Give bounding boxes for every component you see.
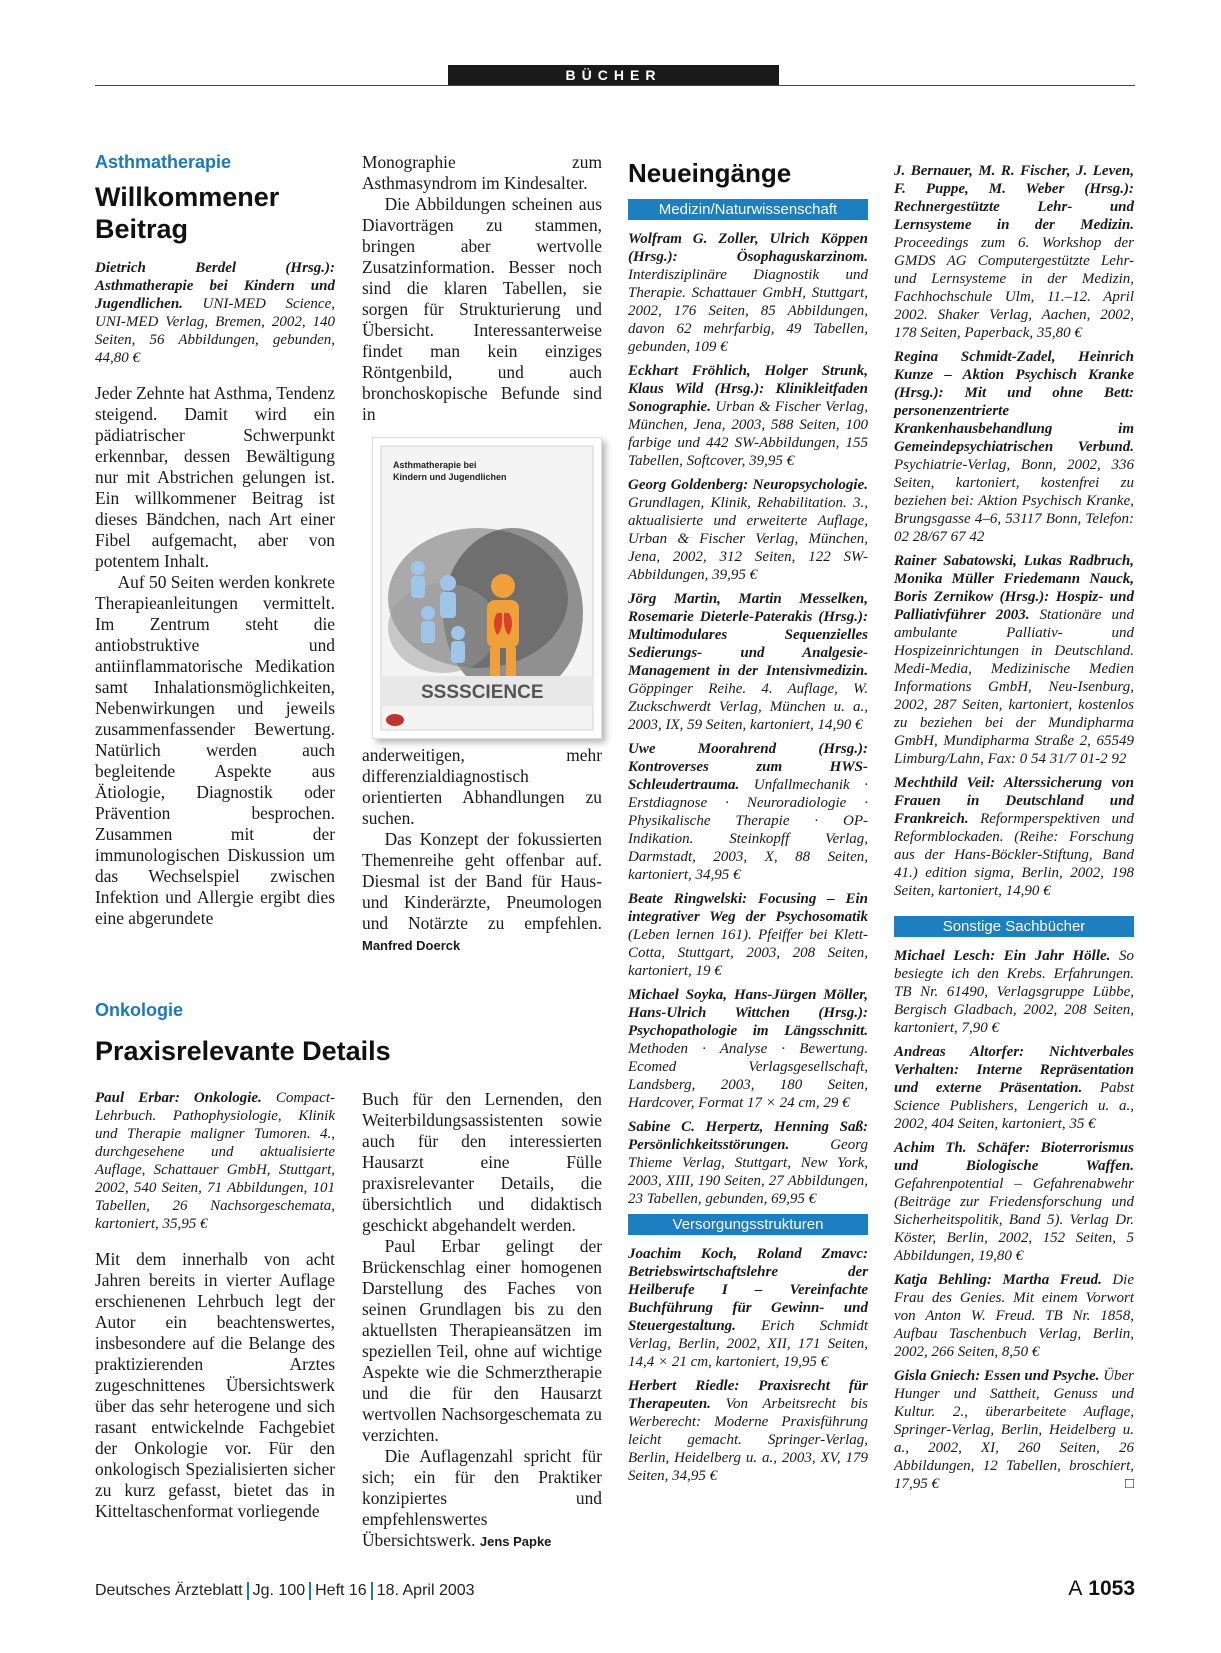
footer-separator xyxy=(371,1582,373,1600)
category-medizin: Medizin/Naturwissenschaft xyxy=(628,199,868,220)
asthma-author: Manfred Doerck xyxy=(362,938,461,953)
footer-separator xyxy=(247,1582,249,1600)
asthma-p5: anderweitigen, mehr differenzialdiagnostisch orientierten Abhandlungen zu suchen. xyxy=(362,745,602,828)
list-item: Michael Lesch: Ein Jahr Hölle. So besiegte ich den Krebs. Erfahrungen. TB Nr. 61490, Verlagsgruppe Lübbe, Bergisch Gladbach, 2002, 208 Seiten, kartoniert, 7,90 € xyxy=(894,948,1135,1036)
asthma-review-col2-bottom xyxy=(362,745,602,956)
footer-separator xyxy=(309,1582,311,1600)
book-cover-image xyxy=(372,437,602,739)
list-item: Uwe Moorahrend (Hrsg.): Kontroverses zum HWS-Schleudertrauma. Unfallmechanik · Erstdiagnose · Neuroradiologie · Physikalische Therapie · OP-Indikation. Steinkopff Verlag, Darmstadt, 2003, X, 88 Seiten, kartoniert, 34,95 € xyxy=(628,741,868,883)
onko-section-label: Onkologie xyxy=(95,1000,184,1020)
list-item: Achim Th. Schäfer: Bioterrorismus und Biologische Waffen. Gefahrenpotential – Gefahrenabwehr (Beiträge zur Friedensforschung und Sicherheitspolitik, Band 5). Verlag Dr. Köster, Berlin, 2002, 152 Seiten, 5 Abbildungen, 19,80 € xyxy=(894,1140,1134,1264)
footer-volume: Jg. 100 xyxy=(252,1582,306,1600)
list-item: Gisla Gniech: Essen und Psyche. Über Hunger und Sattheit, Genuss und Kultur. 2., überarbeitete Auflage, Springer-Verlag, Berlin, Heidelberg u. a., 2002, XI, 260 Seiten, 26 Abbildungen, 12 Tabellen, broschiert, 17,95 € □ xyxy=(894,1368,1135,1492)
list-item: Herbert Riedle: Praxisrecht für Therapeuten. Von Arbeitsrecht bis Werberecht: Moderne Praxisführung leicht gemacht. Springer-Verlag, Berlin, Heidelberg u. a., 2003, XV, 179 Seiten, 34,95 € xyxy=(628,1378,868,1484)
neueingaenge-col4 xyxy=(894,162,1134,1499)
asthma-section-label: Asthmatherapie xyxy=(95,152,232,172)
list-item: Georg Goldenberg: Neuropsychologie. Grundlagen, Klinik, Rehabilitation. 3., aktualisierte und erweiterte Auflage, Urban & Fischer Verlag, München, Jena, 2002, 312 Seiten, 122 SW-Abbildungen, 39,95 € xyxy=(628,477,868,583)
list-item: Michael Soyka, Hans-Jürgen Möller, Hans-Ulrich Wittchen (Hrsg.): Psychopathologie im Längsschnitt. Methoden · Analyse · Bewertung. Ecomed Verlagsgesellschaft, Landsberg, 2003, 180 Seiten, Hardcover, Format 17 × 24 cm, 29 € xyxy=(628,987,868,1111)
neueingaenge-title: Neueingänge xyxy=(628,158,792,188)
cover-title-line: Asthmatherapie bei Kindern und Jugendlichen xyxy=(393,460,507,482)
list-item: Sabine C. Herpertz, Henning Saß: Persönlichkeitsstörungen. Georg Thieme Verlag, Stuttgart, New York, 2003, XIII, 190 Seiten, 27 Abbildungen, 23 Tabellen, gebunden, 69,95 € xyxy=(628,1119,868,1207)
asthma-review-col2-top xyxy=(362,152,602,425)
onko-review-col2 xyxy=(362,1089,602,1552)
list-item: Rainer Sabatowski, Lukas Radbruch, Monika Müller Friedemann Nauck, Boris Zernikow (Hrsg.): Hospiz- und Palliativführer 2003. Stationäre und ambulante Palliativ- und Hospizeinrichtungen in Deutschland. Medi-Media, Medizinische Medien Informations GmbH, Neu-Isenburg, 2002, 287 Seiten, kartoniert, kostenlos zu beziehen bei der Mundipharma GmbH, Mundipharma Straße 2, 65549 Limburg/Lahn, Fax: 0 54 31/7 01-2 92 xyxy=(894,553,1134,767)
onko-p4: Die Auflagenzahl spricht für sich; ein für den Praktiker konzipiertes und empfehlenswertes Übersichtswerk. Jens Papke xyxy=(362,1446,602,1550)
asthma-bib-rest: UNI-MED Science, UNI-MED Verlag, Bremen, 2002, 140 Seiten, 56 Abbildungen, gebunden, 44,80 € xyxy=(95,296,335,366)
onko-bib-bold: Paul Erbar: Onkologie. xyxy=(95,1090,262,1106)
asthma-p1: Jeder Zehnte hat Asthma, Tendenz steigend. Damit wird ein pädiatrischer Schwerpunkt erkennbar, dessen Bewältigung nur mit Abstrichen gelungen ist. Ein willkommener Beitrag ist dieses Bändchen, nach Art einer Fibel aufgemacht, aber von potentem Inhalt. xyxy=(95,383,335,571)
cover-brand: SSSSCIENCE xyxy=(421,682,544,703)
onko-review-col1 xyxy=(95,1089,335,1522)
list-item: Andreas Altorfer: Nichtverbales Verhalten: Interne Repräsentation und externe Präsentation. Pabst Science Publishers, Lengerich u. a., 2002, 404 Seiten, kartoniert, 35 € xyxy=(894,1044,1135,1132)
onko-author: Jens Papke xyxy=(479,1534,552,1549)
list-item: Katja Behling: Martha Freud. Die Frau des Genies. Mit einem Vorwort von Anton W. Freud. TB Nr. 1858, Aufbau Taschenbuch Verlag, Berlin, 2002, 266 Seiten, 8,50 € xyxy=(894,1272,1134,1360)
section-tab: BÜCHER xyxy=(448,65,779,85)
footer-journal-info xyxy=(95,1582,475,1600)
category-versorgung: Versorgungsstrukturen xyxy=(628,1214,868,1235)
neueingaenge-col3 xyxy=(628,158,868,1491)
category-sonstige: Sonstige Sachbücher xyxy=(894,916,1134,937)
list-item: Regina Schmidt-Zadel, Heinrich Kunze – Aktion Psychisch Kranke (Hrsg.): Mit und ohne Bett: personenzentrierte Krankenhausbehandlung im Gemeindepsychiatrischen Verbund. Psychiatrie-Verlag, Bonn, 2002, 336 Seiten, kartoniert, kostenfrei zu beziehen bei: Aktion Psychisch Kranke, Brungsgasse 4–6, 53117 Bonn, Telefon: 02 28/67 67 42 xyxy=(894,349,1134,545)
header-rule xyxy=(95,85,1135,86)
asthma-p3: Monographie zum Asthmasyndrom im Kindesalter. xyxy=(362,152,602,193)
list-item: Wolfram G. Zoller, Ulrich Köppen (Hrsg.): Ösophaguskarzinom. Interdisziplinäre Diagnostik und Therapie. Schattauer GmbH, Stuttgart, 2002, 176 Seiten, 85 Abbildungen, davon 62 mehrfarbig, 49 Tabellen, gebunden, 109 € xyxy=(628,231,868,355)
page-number: 1053 xyxy=(1088,1577,1135,1600)
onko-title: Praxisrelevante Details xyxy=(95,1036,391,1066)
onko-heading xyxy=(95,1000,603,1081)
list-item: Eckhart Fröhlich, Holger Strunk, Klaus Wild (Hrsg.): Klinikleitfaden Sonographie. Urban & Fischer Verlag, München, Jena, 2003, 588 Seiten, 100 farbige und 442 SW-Abbildungen, 155 Tabellen, Softcover, 39,95 € xyxy=(628,363,868,469)
book-cover-graphic xyxy=(373,438,601,738)
asthma-bib-bold: Dietrich Berdel (Hrsg.): Asthmatherapie bei Kindern und Jugendlichen. xyxy=(95,260,335,312)
onko-p1: Mit dem innerhalb von acht Jahren bereits in vierter Auflage erschienenen Lehrbuch legt der Autor ein beachtenswertes, insbesondere auf die Belange des praktizierenden Arztes zugeschnittenes Übersichtswerk über das sehr heterogene und sich rasant entwickelnde Fachgebiet der Onkologie vor. Für den onkologisch Spezialisierten sicher zu kurz gefasst, bietet das in Kitteltaschenformat vorliegende xyxy=(95,1249,335,1521)
asthma-review-col1 xyxy=(95,152,335,929)
asthma-bibliography xyxy=(95,259,335,367)
list-item: Joachim Koch, Roland Zmavc: Betriebswirtschaftslehre der Heilberufe I – Vereinfachte Buchführung für Gewinn- und Steuergestaltung. Erich Schmidt Verlag, Berlin, 2002, XII, 171 Seiten, 14,4 × 21 cm, kartoniert, 19,95 € xyxy=(628,1246,868,1370)
list-item: J. Bernauer, M. R. Fischer, J. Leven, F. Puppe, M. Weber (Hrsg.): Rechnergestützte Lehr- und Lernsysteme in der Medizin. Proceedings zum 6. Workshop der GMDS AG Computergestützte Lehr- und Lernsysteme in der Medizin, Fachhochschule Ulm, 11.–12. April 2002. Shaker Verlag, Aachen, 2002, 178 Seiten, Paperback, 35,80 € xyxy=(894,163,1134,341)
end-mark-icon: □ xyxy=(1124,1476,1134,1492)
asthma-p2: Auf 50 Seiten werden konkrete Therapieanleitungen vermittelt. Im Zentrum steht die antiobstruktive und antiinflammatorische Medikation samt Inhalationsmöglichkeiten, Nebenwirkungen und jeweils zusammenfassender Bewertung. Natürlich werden auch begleitende Aspekte aus Ätiologie, Diagnostik oder Prävention besprochen. Zusammen mit der immunologischen Diskussion um das Wechselspiel zwischen Infektion und Allergie ergibt dies eine abgerundete xyxy=(95,572,335,928)
asthma-p4: Die Abbildungen scheinen aus Diavorträgen zu stammen, bringen aber wertvolle Zusatzinformation. Besser noch sind die klaren Tabellen, sie sorgen für Strukturierung und Übersicht. Interessanterweise findet man kein einziges Röntgenbild, und auch bronchoskopische Befunde sind in xyxy=(362,194,602,424)
footer-date: 18. April 2003 xyxy=(376,1582,475,1600)
list-item: Mechthild Veil: Alterssicherung von Frauen in Deutschland und Frankreich. Reformperspektiven und Reformblockaden. (Reihe: Forschung aus der Hans-Böckler-Stiftung, Band 41.) edition sigma, Berlin, 2002, 198 Seiten, kartoniert, 14,90 € xyxy=(894,775,1134,899)
onko-bib-rest: Compact-Lehrbuch. Pathophysiologie, Klinik und Therapie maligner Tumoren. 4., durchgesehene und aktualisierte Auflage, Schattauer GmbH, Stuttgart, 2002, 540 Seiten, 71 Abbildungen, 101 Tabellen, 26 Nachsorgeschemata, kartoniert, 35,95 € xyxy=(95,1090,335,1232)
asthma-p6: Das Konzept der fokussierten Themenreihe geht offenbar auf. Diesmal ist der Band für Haus- und Kinderärzte, Pneumologen und Notärzte zu empfehlen. Manfred Doerck xyxy=(362,829,602,953)
onko-bibliography xyxy=(95,1089,335,1233)
footer-journal: Deutsches Ärzteblatt xyxy=(95,1582,243,1600)
asthma-title: Willkommener Beitrag xyxy=(95,182,280,244)
footer-issue: Heft 16 xyxy=(315,1582,367,1600)
page-prefix: A xyxy=(1068,1577,1083,1600)
list-item: Jörg Martin, Martin Messelken, Rosemarie Dieterle-Paterakis (Hrsg.): Multimodulares Sequenzielles Sedierungs- und Analgesie-Management in der Intensivmedizin. Göppinger Reihe. 4. Auflage, W. Zuckschwerdt Verlag, München u. a., 2003, IX, 59 Seiten, kartoniert, 14,90 € xyxy=(628,591,868,733)
onko-p3: Paul Erbar gelingt der Brückenschlag einer homogenen Darstellung des Faches von seinen Grundlagen bis zu den aktuellsten Therapieansätzen im speziellen Teil, ohne auf wichtige Aspekte wie die Schmerztherapie und die für den Hausarzt wertvollen Nachsorgeschemata zu verzichten. xyxy=(362,1236,602,1445)
onko-p2: Buch für den Lernenden, den Weiterbildungsassistenten sowie auch für den interessierten Hausarzt eine Fülle praxisrelevanter Details, die übersichtlich und didaktisch geschickt abgehandelt werden. xyxy=(362,1089,602,1235)
list-item: Beate Ringwelski: Focusing – Ein integrativer Weg der Psychosomatik (Leben lernen 161). Pfeiffer bei Klett-Cotta, Stuttgart, 2003, 208 Seiten, kartoniert, 19 € xyxy=(628,891,868,979)
footer-page-number xyxy=(1040,1577,1135,1601)
